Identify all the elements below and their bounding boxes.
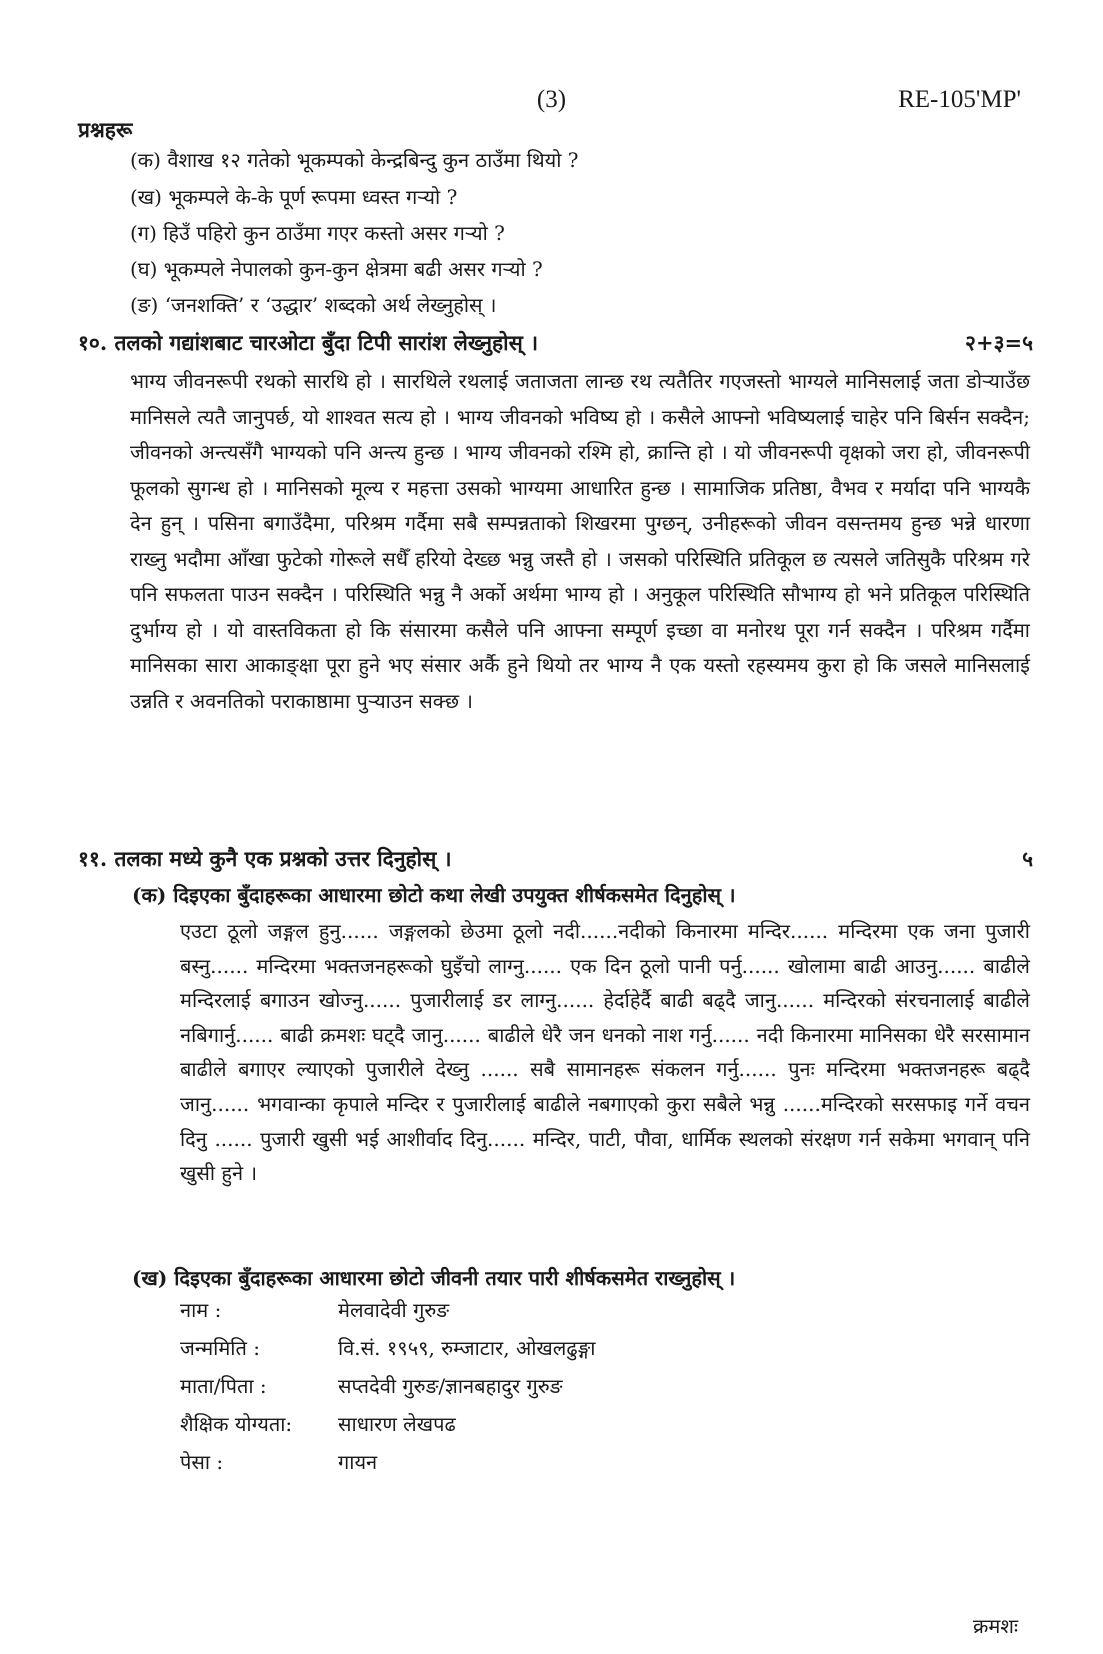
bio-value: वि.सं. १९५९, रुम्जाटार, ओखलढुङ्गा: [338, 1336, 596, 1360]
q10-passage: भाग्य जीवनरूपी रथको सारथि हो । सारथिले रथलाई जताजता लान्छ रथ त्यतैतिर गएजस्तो भाग्यले मानिसलाई जता डोऱ्याउँछ मानिसले त्यतै जानुपर्छ, यो शाश्वत सत्य हो । भाग्य जीवनको भविष्य हो । कसैले आफ्नो भविष्यलाई चाहेर पनि बिर्सन सक्दैन; जीवनको अन्त्यसँगै भाग्यको पनि अन्त्य हुन्छ । भाग्य जीवनको रश्मि हो, क्रान्ति हो । यो जीवनरूपी वृक्षको जरा हो, जीवनरूपी फूलको सुगन्ध हो । मानिसको मूल्य र महत्ता उसको भाग्यमा आधारित हुन्छ । सामाजिक प्रतिष्ठा, वैभव र मर्यादा पनि भाग्यकै देन हुन् । पसिना बगाउँदैमा, परिश्रम गर्दैमा सबै सम्पन्नताको शिखरमा पुग्छन्, उनीहरूको जीवन वसन्तमय हुन्छ भन्ने धारणा राख्नु भदौमा आँखा फुटेको गोरूले सधैँ हरियो देख्छ भन्नु जस्तै हो । जसको परिस्थिति प्रतिकूल छ त्यसले जतिसुकै परिश्रम गरे पनि सफलता पाउन सक्दैन । परिस्थिति भन्नु नै अर्को अर्थमा भाग्य हो । अनुकूल परिस्थिति सौभाग्य हो भने प्रतिकूल परिस्थिति दुर्भाग्य हो । यो वास्तविकता हो कि संसारमा कसैले पनि आफ्ना सम्पूर्ण इच्छा वा मनोरथ पूरा गर्न सक्दैन । परिश्रम गर्दैमा मानिसका सारा आकाङ्क्षा पूरा हुने भए संसार अर्कै हुने थियो तर भाग्य नै एक यस्तो रहस्यमय कुरा हो कि जसले मानिसलाई उन्नति र अवनतिको पराकाष्ठामा पुऱ्याउन सक्छ ।: [130, 369, 1030, 713]
bio-value: सप्तदेवी गुरुङ/ज्ञानबहादुर गुरुङ: [338, 1374, 563, 1398]
questions-heading: प्रश्नहरू: [78, 117, 133, 142]
bio-label: पेसा :: [180, 1450, 224, 1474]
q10-marks: २+३=५: [965, 330, 1033, 355]
paper-code: RE-105'MP': [898, 86, 1021, 113]
bio-label: शैक्षिक योग्यता:: [180, 1412, 293, 1436]
bio-label: जन्ममिति :: [180, 1336, 260, 1360]
bio-label: माता/पिता :: [180, 1374, 267, 1398]
q11-marks: ५: [1022, 846, 1033, 871]
bio-row-education: [180, 1410, 595, 1448]
q10-title: १०. तलको गद्यांशबाट चारओटा बुँदा टिपी सारांश लेख्नुहोस् ।: [78, 330, 539, 355]
bio-row-parents: [180, 1372, 595, 1410]
bio-value: गायन: [338, 1450, 378, 1474]
bio-row-birth: [180, 1334, 595, 1372]
page-number: (3): [536, 86, 567, 113]
question-item: (ख) भूकम्पले के-के पूर्ण रूपमा ध्वस्त गऱ्यो ?: [130, 185, 458, 209]
q11-part-a-title: (क) दिइएका बुँदाहरूका आधारमा छोटो कथा लेखी उपयुक्त शीर्षकसमेत दिनुहोस् ।: [132, 883, 736, 907]
question-item: (ङ) ‘जनशक्ति’ र ‘उद्धार’ शब्दको अर्थ लेख्नुहोस् ।: [130, 293, 497, 317]
q11-title: ११. तलका मध्ये कुनै एक प्रश्नको उत्तर दिनुहोस् ।: [78, 846, 452, 871]
bio-row-name: [180, 1296, 595, 1334]
question-item: (ग) हिउँ पहिरो कुन ठाउँमा गएर कस्तो असर गऱ्यो ?: [130, 221, 505, 245]
bio-label: नाम :: [180, 1298, 222, 1322]
bio-value: साधारण लेखपढ: [338, 1412, 456, 1436]
continued-label: क्रमशः: [973, 1614, 1018, 1638]
bio-row-profession: [180, 1448, 595, 1486]
biography-details: [180, 1296, 595, 1486]
question-item: (क) वैशाख १२ गतेको भूकम्पको केन्द्रबिन्दु कुन ठाउँमा थियो ?: [130, 148, 579, 172]
bio-value: मेलवादेवी गुरुङ: [338, 1298, 450, 1322]
question-item: (घ) भूकम्पले नेपालको कुन-कुन क्षेत्रमा बढी असर गऱ्यो ?: [130, 257, 543, 281]
q11-part-b-title: (ख) दिइएका बुँदाहरूका आधारमा छोटो जीवनी तयार पारी शीर्षकसमेत राख्नुहोस् ।: [132, 1266, 736, 1290]
q11-part-a-text: एउटा ठूलो जङ्गल हुनु...... जङ्गलको छेउमा ठूलो नदी......नदीको किनारमा मन्दिर...... मन्दिरमा एक जना पुजारी बस्नु...... मन्दिरमा भक्तजनहरूको घुइँचो लाग्नु...... एक दिन ठूलो पानी पर्नु...... खोलामा बाढी आउनु...... बाढीले मन्दिरलाई बगाउन खोज्नु...... पुजारीलाई डर लाग्नु...... हेर्दाहेर्दै बाढी बढ्दै जानु...... मन्दिरको संरचनालाई बाढीले नबिगार्नु...... बाढी क्रमशः घट्दै जानु...... बाढीले धेरै जन धनको नाश गर्नु...... नदी किनारमा मानिसका धेरै सरसामान बाढीले बगाएर ल्याएको पुजारीले देख्नु ...... सबै सामानहरू संकलन गर्नु...... पुनः मन्दिरमा भक्तजनहरू बढ्दै जानु...... भगवान्का कृपाले मन्दिर र पुजारीलाई बाढीले नबगाएको कुरा सबैले भन्नु ......मन्दिरको सरसफाइ गर्ने वचन दिनु ...... पुजारी खुसी भई आशीर्वाद दिनु...... मन्दिर, पाटी, पौवा, धार्मिक स्थलको संरक्षण गर्न सकेमा भगवान् पनि खुसी हुने ।: [180, 919, 1030, 1186]
